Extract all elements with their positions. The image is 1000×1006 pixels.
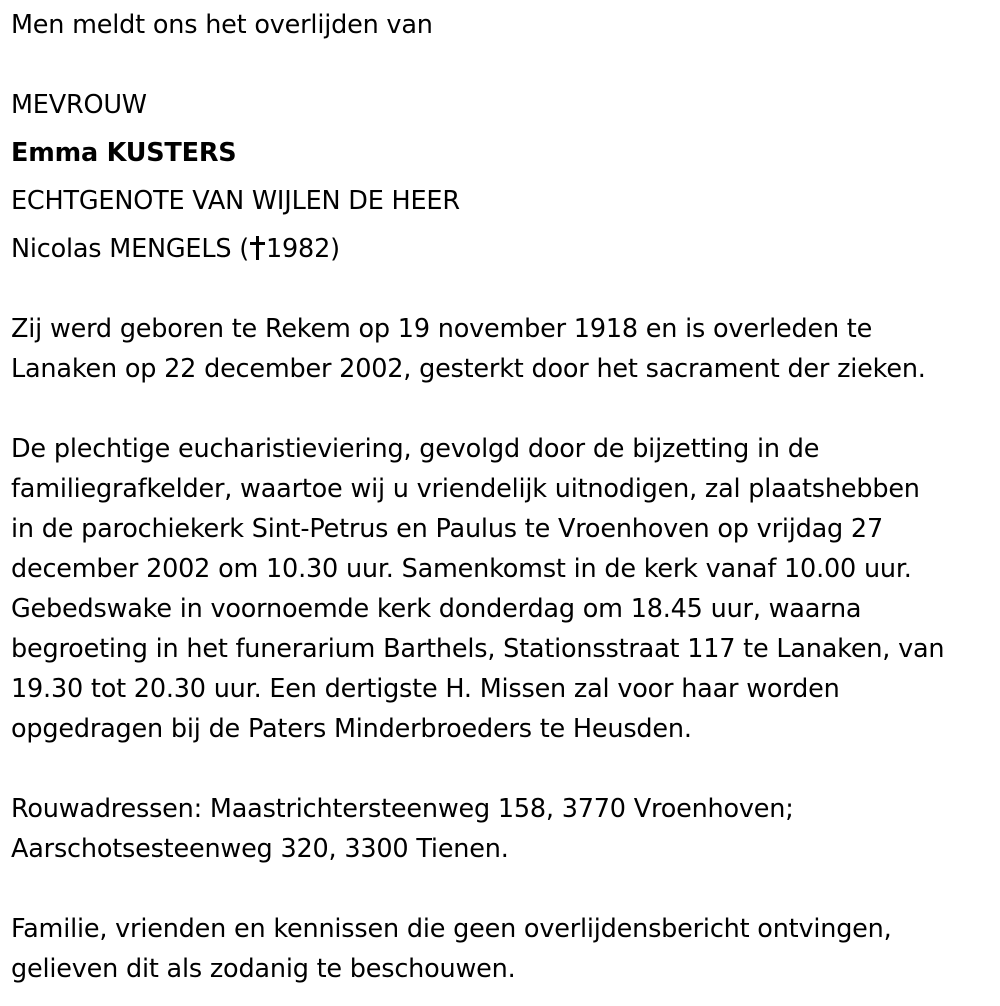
cross-icon: [250, 236, 264, 260]
ceremony-line: opgedragen bij de Paters Minderbroeders te Heusden.: [11, 714, 692, 744]
birth-line: Lanaken op 22 december 2002, gesterkt door het sacrament der zieken.: [11, 354, 926, 384]
spouse-line: [11, 233, 340, 265]
ceremony-line: Gebedswake in voornoemde kerk donderdag om 18.45 uur, waarna: [11, 594, 862, 624]
ceremony-line: 19.30 tot 20.30 uur. Een dertigste H. Missen zal voor haar worden: [11, 674, 840, 704]
address-line: Aarschotsesteenweg 320, 3300 Tienen.: [11, 834, 509, 864]
closing-line: gelieven dit als zodanig te beschouwen.: [11, 954, 516, 984]
relation-text: ECHTGENOTE VAN WIJLEN DE HEER: [11, 186, 460, 216]
ceremony-line: december 2002 om 10.30 uur. Samenkomst in de kerk vanaf 10.00 uur.: [11, 554, 912, 584]
spouse-death-year: 1982): [266, 234, 340, 264]
closing-line: Familie, vrienden en kennissen die geen overlijdensbericht ontvingen,: [11, 914, 892, 944]
ceremony-line: begroeting in het funerarium Barthels, Stationsstraat 117 te Lanaken, van: [11, 634, 945, 664]
ceremony-line: familiegrafkelder, waartoe wij u vriendelijk uitnodigen, zal plaatshebben: [11, 474, 920, 504]
intro-text: Men meldt ons het overlijden van: [11, 10, 433, 40]
ceremony-line: in de parochiekerk Sint-Petrus en Paulus te Vroenhoven op vrijdag 27: [11, 514, 883, 544]
spouse-name: Nicolas MENGELS (: [11, 234, 249, 264]
honorific: MEVROUW: [11, 90, 147, 120]
deceased-name: Emma KUSTERS: [11, 138, 237, 168]
address-line: Rouwadressen: Maastrichtersteenweg 158, 3770 Vroenhoven;: [11, 794, 794, 824]
ceremony-line: De plechtige eucharistieviering, gevolgd door de bijzetting in de: [11, 434, 820, 464]
birth-line: Zij werd geboren te Rekem op 19 november 1918 en is overleden te: [11, 314, 873, 344]
